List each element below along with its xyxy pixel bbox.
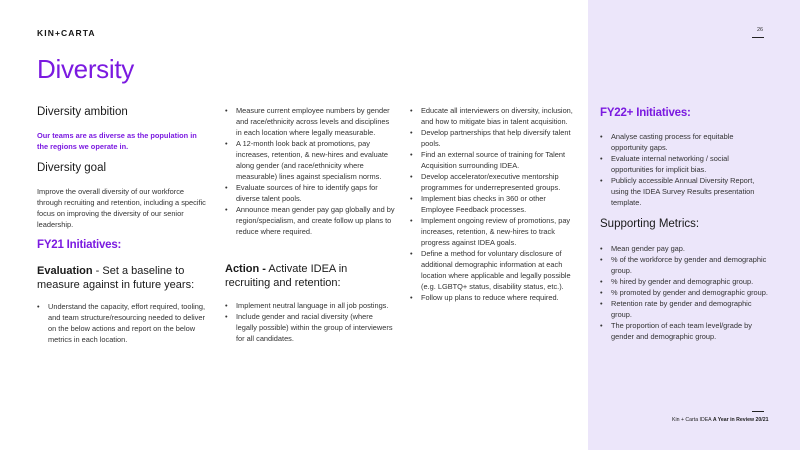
list-item: • Include gender and racial diversity (where legally possible) within the group of interviewers for all candidates. xyxy=(225,311,395,344)
goal-text: Improve the overall diversity of our workforce through recruiting and retention, including a specific focus on improving the diversity of our senior leadership. xyxy=(37,187,206,229)
metrics-list xyxy=(600,243,770,342)
kin-carta-logo: KIN+CARTA xyxy=(37,28,96,38)
supporting-metrics-heading: Supporting Metrics: xyxy=(600,218,700,230)
ambition-statement: Our teams are as diverse as the population in the regions we operate in. xyxy=(37,131,197,151)
list-item: • Develop partnerships that help diversify talent pools. xyxy=(410,127,580,149)
list-item: • Measure current employee numbers by gender and race/ethnicity across levels and disciplines in each location where legally measurable. xyxy=(225,105,395,138)
list-item: • Implement neutral language in all job postings. xyxy=(225,300,395,311)
footer-report-title: A Year in Review 20/21 xyxy=(712,417,769,423)
list-item: • A 12-month look back at promotions, pay increases, retention, & new-hires and evaluate along gender (and race/ethnicity where measurable) lines against specialism norms. xyxy=(225,138,395,182)
list-item: • Follow up plans to reduce where required. xyxy=(410,292,580,303)
recruiting-list xyxy=(410,105,580,303)
list-item: • Analyse casting process for equitable opportunity gaps. xyxy=(600,131,770,153)
goal-heading: Diversity goal xyxy=(37,162,107,174)
action-list xyxy=(225,300,395,344)
action-subtitle: Activate IDEA in recruiting and retention: xyxy=(225,263,348,289)
list-item: • Educate all interviewers on diversity, inclusion, and how to mitigate bias in talent acquisition. xyxy=(410,105,580,127)
evaluation-heading xyxy=(37,264,217,292)
list-item: • Develop accelerator/executive mentorship programmes for underrepresented groups. xyxy=(410,171,580,193)
page-number-rule xyxy=(752,37,764,38)
list-item: • Announce mean gender pay gap globally and by region/specialism, and create follow up plans to reduce where required. xyxy=(225,204,395,237)
list-item: • Retention rate by gender and demographic group. xyxy=(600,298,770,320)
list-item: • Implement bias checks in 360 or other Employee Feedback processes. xyxy=(410,193,580,215)
list-item: • Understand the capacity, effort required, tooling, and team structure/resourcing needed to deliver on the below actions and report on the below metrics in each location. xyxy=(37,301,211,345)
list-item: • The proportion of each team level/grade by gender and demographic group. xyxy=(600,320,770,342)
footer-rule xyxy=(752,411,764,412)
list-item: • Find an external source of training for Talent Acquisition surrounding IDEA. xyxy=(410,149,580,171)
evaluation-subtitle: - Set a baseline to measure against in future years: xyxy=(37,265,195,291)
ambition-heading: Diversity ambition xyxy=(37,106,128,118)
list-item: • Publicly accessible Annual Diversity Report, using the IDEA Survey Results presentation template. xyxy=(600,175,770,208)
list-item: • % hired by gender and demographic group. xyxy=(600,276,770,287)
fy21-initiatives-heading: FY21 Initiatives: xyxy=(37,239,122,251)
fy22-list xyxy=(600,131,770,208)
list-item: • Evaluate sources of hire to identify gaps for diverse talent pools. xyxy=(225,182,395,204)
footer-text xyxy=(672,417,768,423)
fy22-initiatives-heading: FY22+ Initiatives: xyxy=(600,107,691,119)
action-label: Action - xyxy=(225,263,266,275)
list-item: • % promoted by gender and demographic group. xyxy=(600,287,770,298)
evaluation-label: Evaluation xyxy=(37,265,93,277)
footer-brand: Kin + Carta IDEA xyxy=(672,417,713,423)
evaluation-list xyxy=(37,301,211,345)
list-item: • Evaluate internal networking / social opportunities for implicit bias. xyxy=(600,153,770,175)
page-number: 26 xyxy=(757,27,764,33)
list-item: • Implement ongoing review of promotions, pay increases, retention, & new-hires to track progress against IDEA goals. xyxy=(410,215,580,248)
page-title: Diversity xyxy=(37,54,134,84)
list-item: • Define a method for voluntary disclosure of additional demographic information at each location where applicable and legally possible (e.g. LGBTQ+ status, disability status, etc.). xyxy=(410,248,580,292)
list-item: • % of the workforce by gender and demographic group. xyxy=(600,254,770,276)
measurement-list xyxy=(225,105,395,237)
list-item: • Mean gender pay gap. xyxy=(600,243,770,254)
action-heading xyxy=(225,262,395,290)
